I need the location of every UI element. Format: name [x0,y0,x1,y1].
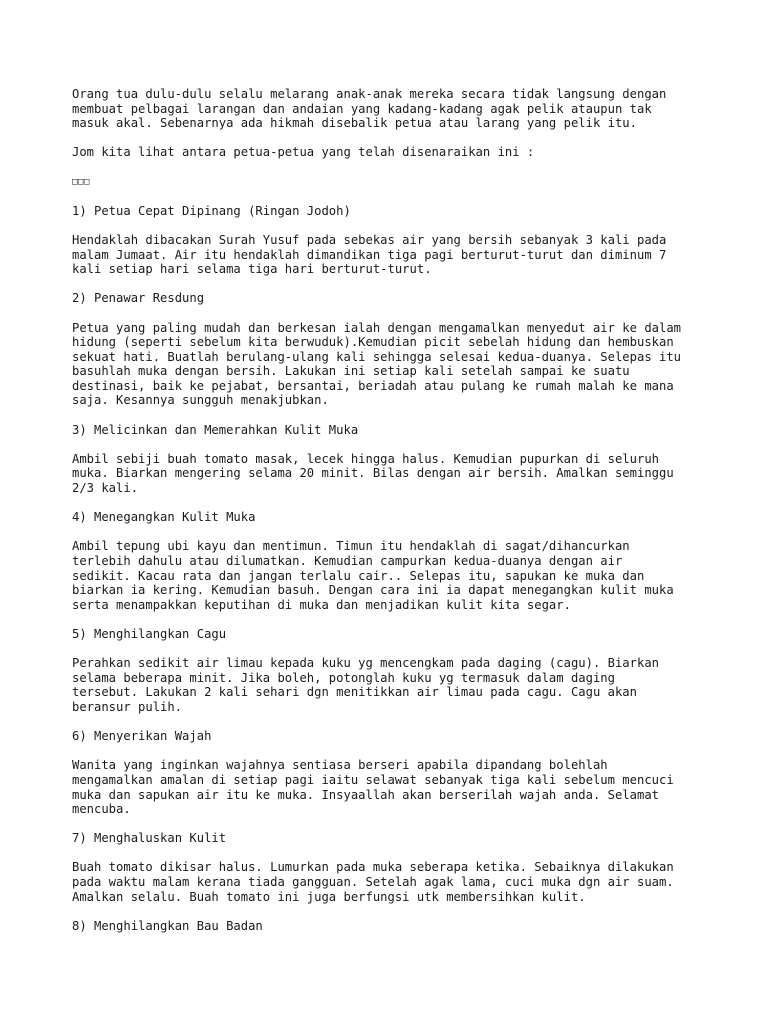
section-heading-6: 6) Menyerikan Wajah [72,729,212,744]
section-heading-3: 3) Melicinkan dan Memerahkan Kulit Muka [72,422,359,437]
section-body-5: Perahkan sedikit air limau kepada kuku yg mencengkam pada daging (cagu). Biarkan selama beberapa minit. Jika boleh, potonglah kuku yg termasuk dalam daging tersebut. Lakukan 2 kali sehari dgn menitikkan air limau pada cagu. Cagu akan beransur pulih. [72,656,659,714]
section-body-1: Hendaklah dibacakan Surah Yusuf pada sebekas air yang bersih sebanyak 3 kali pada malam Jumaat. Air itu hendaklah dimandikan tiga pagi berturut-turut dan diminum 7 kali setiap hari selama tiga hari berturut-turut. [72,232,667,277]
intro-paragraph: Orang tua dulu-dulu selalu melarang anak-anak mereka secara tidak langsung dengan membuat pelbagai larangan dan andaian yang kadang-kadang agak pelik ataupun tak masuk akal. Sebenarnya ada hikmah disebalik petua atau larang yang pelik itu. [72,87,667,131]
separator-glyph: □□□ [72,176,90,187]
section-heading-8: 8) Menghilangkan Bau Badan [72,918,263,933]
section-body-4: Ambil tepung ubi kayu dan mentimun. Timun itu hendaklah di sagat/dihancurkan terlebih dahulu atau dilumatkan. Kemudian campurkan kedua-duanya dengan air sedikit. Kacau rata dan jangan terlalu cair.. Selepas itu, sapukan ke muka dan biarkan ia kering. Kemudian basuh. Dengan cara ini ia dapat menegangkan kulit muka serta menampakkan keputihan di muka dan menjadikan kulit kita segar. [72,539,674,612]
section-body-2: Petua yang paling mudah dan berkesan ialah dengan mengamalkan menyedut air ke dalam hidung (seperti sebelum kita berwuduk).Kemudian picit sebelah hidung dan hembuskan sekuat hati. Buatlah berulang-ulang kali sehingga selesai kedua-duanya. Selepas itu basuhlah muka dengan bersih. Lakukan ini setiap kali setelah sampai ke suatu destinasi, baik ke pejabat, bersantai, beriadah atau pulang ke rumah malah ke mana saja. Kesannya sungguh menakjubkan. [72,320,682,408]
section-body-3: Ambil sebiji buah tomato masak, lecek hingga halus. Kemudian pupurkan di seluruh muka. Biarkan mengering selama 20 minit. Bilas dengan air bersih. Amalkan seminggu 2/3 kali. [72,451,674,496]
section-body-7: Buah tomato dikisar halus. Lumurkan pada muka seberapa ketika. Sebaiknya dilakukan pada waktu malam kerana tiada gangguan. Setelah agak lama, cuci muka dgn air suam. Amalkan selalu. Buah tomato ini juga berfungsi utk membersihkan kulit. [72,860,674,904]
section-heading-4: 4) Menegangkan Kulit Muka [72,510,256,525]
section-heading-5: 5) Menghilangkan Cagu [72,626,227,641]
document-page [72,87,712,948]
intro-lead-in: Jom kita lihat antara petua-petua yang telah disenaraikan ini : [72,145,535,160]
section-body-6: Wanita yang inginkan wajahnya sentiasa berseri apabila dipandang bolehlah mengamalkan amalan di setiap pagi iaitu selawat sebanyak tiga kali sebelum mencuci muka dan sapukan air itu ke muka. Insyaallah akan berserilah wajah anda. Selamat mencuba. [72,758,674,817]
section-heading-7: 7) Menghaluskan Kulit [72,831,227,846]
section-heading-1: 1) Petua Cepat Dipinang (Ringan Jodoh) [72,203,351,218]
section-heading-2: 2) Penawar Resdung [72,291,205,306]
